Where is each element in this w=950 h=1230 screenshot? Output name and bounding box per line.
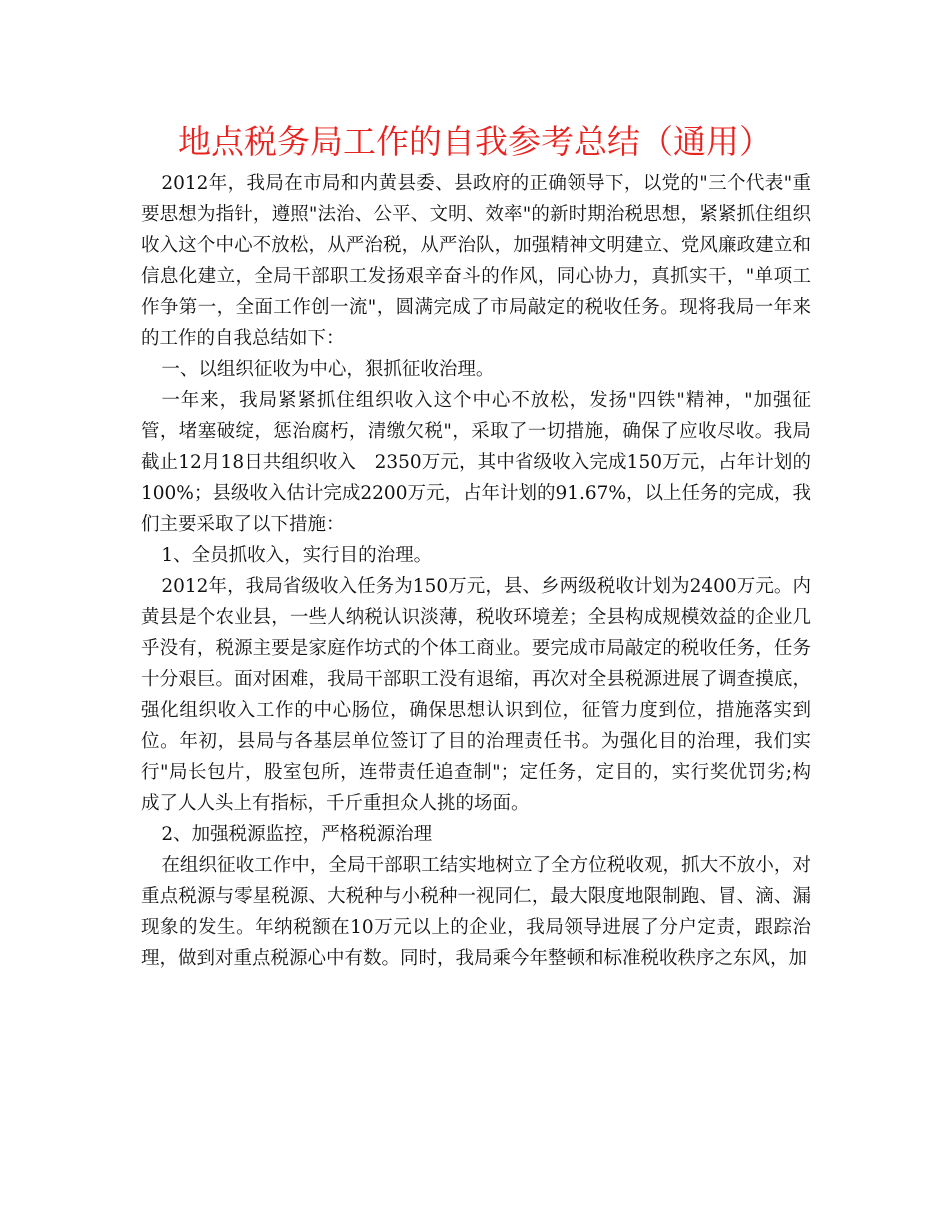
paragraph-subsection-1: 2012年，我局省级收入任务为150万元，县、乡两级税收计划为2400万元。内黄县是个农业县，一些人纳税认识淡薄，税收环境差；全县构成规模效益的企业几乎没有，税源主要是家庭作坊式的个体工商业。要完成市局敲定的税收任务，任务十分艰巨。面对困难，我局干部职工没有退缩，再次对全县税源进展了调查摸底，强化组织收入工作的中心肠位，确保思想认识到位，征管力度到位，措施落实到位。年初，县局与各基层单位签订了目的治理责任书。为强化目的治理，我们实行"局长包片，股室包所，连带责任追查制"；定任务，定目的，实行奖优罚劣;构成了人人头上有指标，千斤重担众人挑的场面。 [141, 576, 811, 814]
document-title: 地点税务局工作的自我参考总结（通用） [178, 122, 772, 161]
document-body [141, 168, 811, 974]
section-heading-1: 一、以组织征收为中心，狠抓征收治理。 [161, 359, 495, 380]
paragraph-intro: 2012年，我局在市局和内黄县委、县政府的正确领导下，以党的"三个代表"重要思想为指针，遵照"法治、公平、文明、效率"的新时期治税思想，紧紧抓住组织收入这个中心不放松，从严治税，从严治队，加强精神文明建立、党风廉政建立和信息化建立，全局干部职工发扬艰辛奋斗的作风，同心协力，真抓实干，"单项工作争第一，全面工作创一流"，圆满完成了市局敲定的税收任务。现将我局一年来的工作的自我总结如下： [141, 173, 811, 349]
subsection-heading-2: 2、加强税源监控，严格税源治理 [161, 824, 433, 845]
paragraph-subsection-2: 在组织征收工作中，全局干部职工结实地树立了全方位税收观，抓大不放小，对重点税源与零星税源、大税种与小税种一视同仁，最大限度地限制跑、冒、滴、漏现象的发生。年纳税额在10万元以上的企业，我局领导进展了分户定责，跟踪治理，做到对重点税源心中有数。同时，我局乘今年整顿和标准税收秩序之东风，加 [141, 855, 811, 969]
subsection-heading-1: 1、全员抓收入，实行目的治理。 [161, 545, 433, 566]
paragraph-section-1: 一年来，我局紧紧抓住组织收入这个中心不放松，发扬"四铁"精神，"加强征管，堵塞破绽，惩治腐朽，清缴欠税"，采取了一切措施，确保了应收尽收。我局截止12月18日共组织收入 2350万元，其中省级收入完成150万元，占年计划的100%；县级收入估计完成2200万元，占年计划的91.67%，以上任务的完成，我们主要采取了以下措施： [141, 390, 812, 535]
